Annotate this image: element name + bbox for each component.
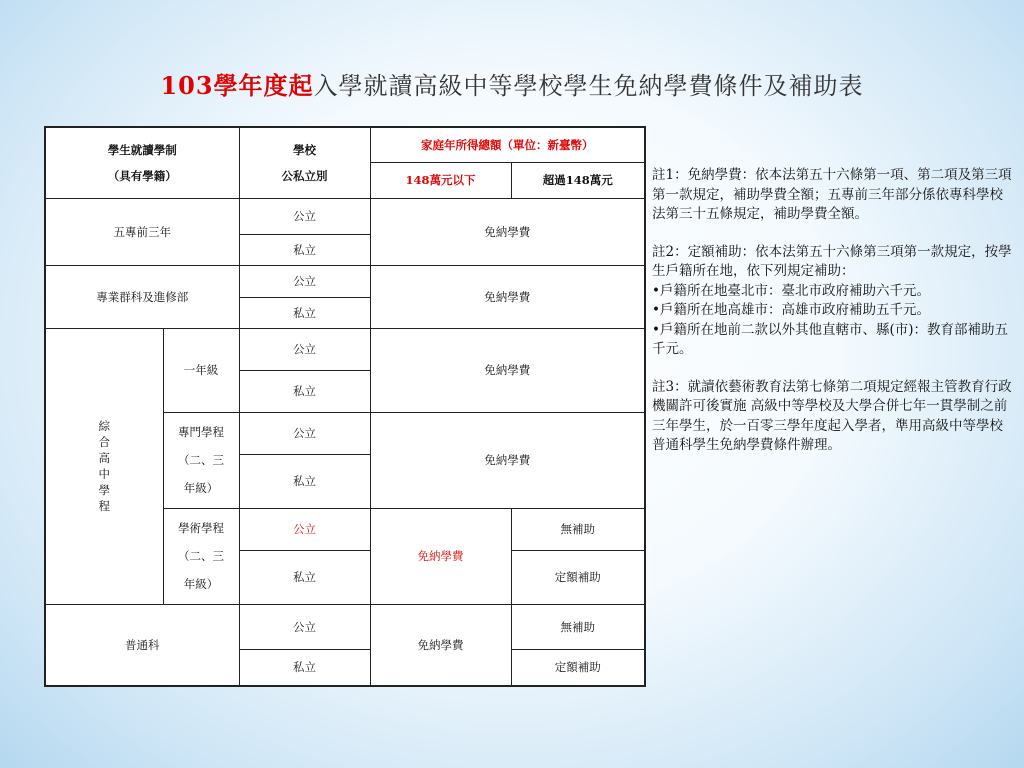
cell-no-subsidy: 無補助	[511, 508, 645, 550]
cell-waived: 免納學費	[370, 412, 645, 508]
header-school: 學校 公私立別	[239, 127, 370, 198]
note-2-item: •戶籍所在地高雄市：高雄市政府補助五千元。	[652, 302, 930, 318]
cell-public: 公立	[239, 412, 370, 454]
cell-waived: 免納學費	[370, 198, 645, 265]
header-income: 家庭年所得總額（單位：新臺幣）	[370, 127, 645, 162]
row-five-year: 五專前三年	[45, 198, 239, 265]
note-2	[652, 243, 1012, 360]
note-2-intro: 註2：定額補助：依本法第五十六條第三項第一款規定，按學生戶籍所在地，依下列規定補助：	[652, 243, 1012, 279]
cell-private: 私立	[239, 234, 370, 265]
cell-waived: 免納學費	[370, 265, 645, 328]
row-comprehensive: 綜 合 高 中 學 程	[45, 328, 163, 604]
header-below-148: 148萬元以下	[370, 162, 511, 198]
page-title	[0, 66, 1024, 101]
header-above-148: 超過148萬元	[511, 162, 645, 198]
cell-public: 公立	[239, 604, 370, 649]
cell-waived: 免納學費	[370, 508, 511, 604]
row-vocational: 專業群科及進修部	[45, 265, 239, 328]
row-academic: 學術學程 （二、三 年級）	[163, 508, 239, 604]
cell-no-subsidy: 無補助	[511, 604, 645, 649]
row-grade1: 一年級	[163, 328, 239, 412]
cell-public: 公立	[239, 328, 370, 370]
cell-public: 公立	[239, 508, 370, 550]
tuition-table	[44, 126, 646, 687]
row-professional: 專門學程 （二、三 年級）	[163, 412, 239, 508]
cell-public: 公立	[239, 198, 370, 234]
cell-private: 私立	[239, 297, 370, 328]
notes-panel	[652, 166, 1012, 474]
note-2-item: •戶籍所在地前二款以外其他直轄市、縣(市)：教育部補助五千元。	[652, 321, 1008, 357]
cell-fixed-subsidy: 定額補助	[511, 649, 645, 686]
row-general: 普通科	[45, 604, 239, 686]
title-year: 103學年度起	[160, 71, 314, 100]
cell-waived: 免納學費	[370, 604, 511, 686]
cell-private: 私立	[239, 370, 370, 412]
note-1: 註1：免納學費：依本法第五十六條第一項、第二項及第三項第一款規定，補助學費全額；五專前三年部分係依專科學校法第三十五條規定，補助學費全額。	[652, 167, 1012, 222]
cell-private: 私立	[239, 454, 370, 508]
title-rest: 入學就讀高級中等學校學生免納學費條件及補助表	[313, 72, 864, 100]
cell-waived: 免納學費	[370, 328, 645, 412]
cell-private: 私立	[239, 649, 370, 686]
note-2-item: •戶籍所在地臺北市：臺北市政府補助六千元。	[652, 282, 930, 299]
cell-fixed-subsidy: 定額補助	[511, 550, 645, 604]
cell-public: 公立	[239, 265, 370, 297]
cell-private: 私立	[239, 550, 370, 604]
header-system: 學生就讀學制 （具有學籍）	[45, 127, 239, 198]
note-3: 註3：就讀依藝術教育法第七條第二項規定經報主管教育行政機關許可後實施 高級中等學校及大學合併七年一貫學制之前三年學生，於一百零三學年度起入學者，準用高級中等學校普通科學生免納學費條件辦理。	[652, 378, 1012, 453]
